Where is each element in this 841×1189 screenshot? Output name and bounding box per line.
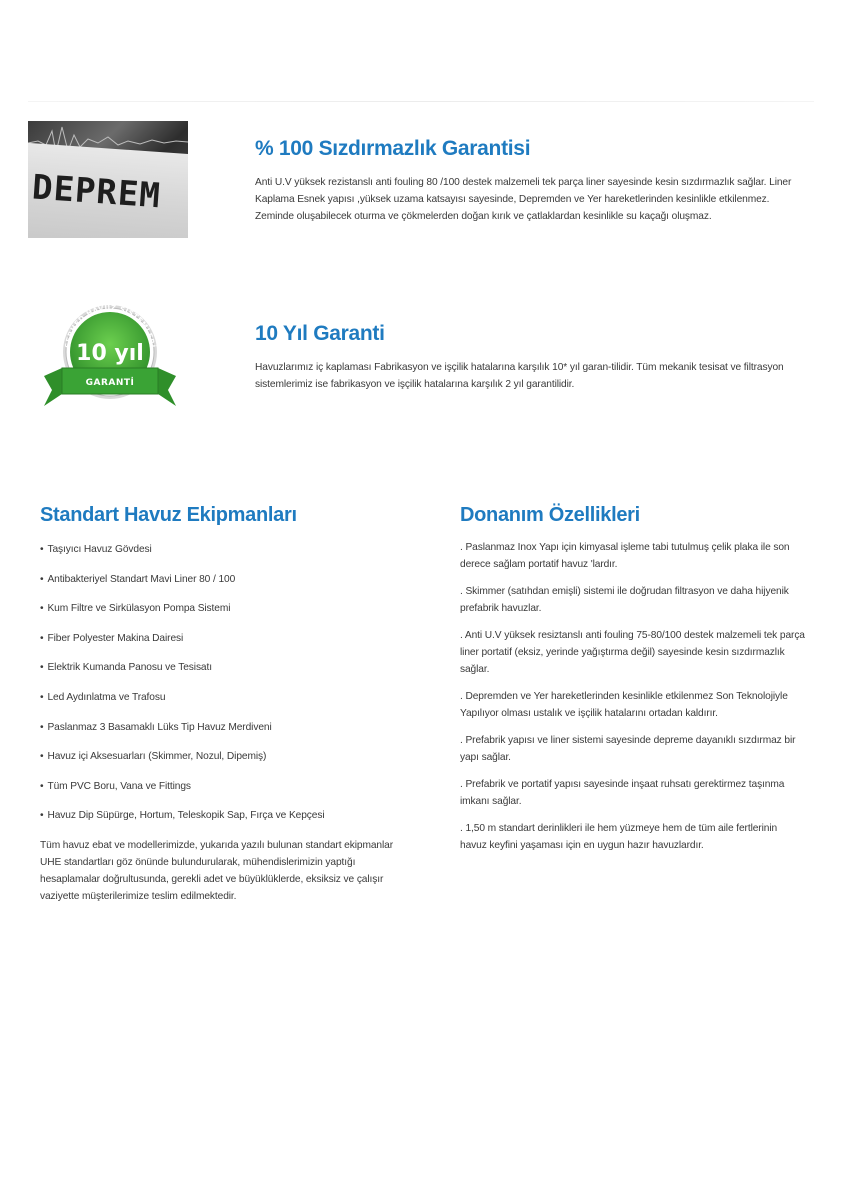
list-item: • Antibakteriyel Standart Mavi Liner 80 / 100	[40, 573, 400, 603]
badge-main-text: 10 yıl	[76, 341, 144, 366]
top-divider	[28, 101, 814, 102]
leak-guarantee-title: % 100 Sızdırmazlık Garantisi	[255, 137, 531, 160]
list-item: • Paslanmaz 3 Basamaklı Lüks Tip Havuz Merdiveni	[40, 721, 400, 751]
list-item: . Paslanmaz Inox Yapı için kimyasal işleme tabi tutulmuş çelik plaka ile son derece sağlam portatif havuz 'lardır.	[460, 542, 790, 570]
list-item: • Havuz içi Aksesuarları (Skimmer, Nozul, Dipemiş)	[40, 750, 400, 780]
list-item: • Tüm PVC Boru, Vana ve Fittings	[40, 780, 400, 810]
standard-equipment-title: Standart Havuz Ekipmanları	[40, 504, 297, 526]
list-item: • Kum Filtre ve Sirkülasyon Pompa Sistemi	[40, 602, 400, 632]
deprem-word: DEPREM	[30, 167, 163, 217]
section-leak-guarantee	[255, 137, 800, 225]
standard-equipment-footer: Tüm havuz ebat ve modellerimizde, yukarıda yazılı bulunan standart ekipmanlar UHE standartları göz önünde bulundurularak, mühendislerimizin yaptığı hesaplamalar doğrultusunda, gerekli adet ve büyüklüklerde, eksiksiz ve çalışır vaziyette müşterilerimize teslim edilmektedir.	[40, 839, 394, 902]
ten-year-guarantee-title: 10 Yıl Garanti	[255, 322, 385, 345]
list-item: . 1,50 m standart derinlikleri ile hem yüzmeye hem de tüm aile fertlerinin havuz keyfini yaşaması için en uygun hazır havuzlardır.	[460, 823, 778, 851]
list-item: • Taşıyıcı Havuz Gövdesi	[40, 543, 400, 573]
list-item: • Havuz Dip Süpürge, Hortum, Teleskopik Sap, Fırça ve Kepçesi	[40, 809, 400, 839]
guarantee-badge	[40, 298, 180, 418]
section-hardware-features	[460, 504, 805, 864]
list-item: . Prefabrik yapısı ve liner sistemi sayesinde depreme dayanıklı sızdırmaz bir yapı sağlar.	[460, 735, 796, 763]
ten-year-guarantee-text: Havuzlarımız iç kaplaması Fabrikasyon ve işçilik hatalarına karşılık 10* yıl garan-tilidir. Tüm mekanik tesisat ve filtrasyon sistemlerimiz ise fabrikasyon ve işçilik hatalarına karşılık 2 yıl garantilidir.	[255, 362, 784, 390]
badge-arc-text: SERHED HAVUZ SİSTEMLERİ	[63, 303, 156, 349]
list-item: • Fiber Polyester Makina Dairesi	[40, 632, 400, 662]
list-item: . Prefabrik ve portatif yapısı sayesinde inşaat ruhsatı gerektirmez taşınma imkanı sağlar.	[460, 779, 785, 807]
section-standard-equipment	[40, 504, 400, 905]
list-item: . Skimmer (satıhdan emişli) sistemi ile doğrudan filtrasyon ve daha hijyenik prefabrik havuzlar.	[460, 586, 789, 614]
list-item: . Anti U.V yüksek resiztanslı anti fouling 75-80/100 destek malzemeli tek parça liner portatif (eksiz, yerinde yağıştırma değil) sayesinde kesin sızdırmazlık sağlar.	[460, 630, 805, 675]
badge-ribbon-text: GARANTİ	[85, 378, 135, 388]
leak-guarantee-text: Anti U.V yüksek rezistanslı anti fouling 80 /100 destek malzemeli tek parça liner sayesinde kesin sızdırmazlık sağlar. Liner Kaplama Esnek yapısı ,yüksek uzama katsayısı sayesinde, Depremden ve Yer hareketlerinden kesinlikle etkilenmez. Zeminde oluşabilecek oturma ve çökmelerden doğan kırık ve çatlaklardan kesinlikle su kaçağı oluşmaz.	[255, 177, 792, 222]
standard-equipment-list	[40, 543, 400, 839]
list-item: . Depremden ve Yer hareketlerinden kesinlikle etkilenmez Son Teknolojiyle Yapılıyor olması ustalık ve işçilik hatalarını ortadan kaldırır.	[460, 691, 788, 719]
section-ten-year-guarantee	[255, 322, 800, 393]
list-item: • Led Aydınlatma ve Trafosu	[40, 691, 400, 721]
hardware-features-title: Donanım Özellikleri	[460, 504, 640, 526]
list-item: • Elektrik Kumanda Panosu ve Tesisatı	[40, 661, 400, 691]
deprem-image	[28, 121, 188, 238]
